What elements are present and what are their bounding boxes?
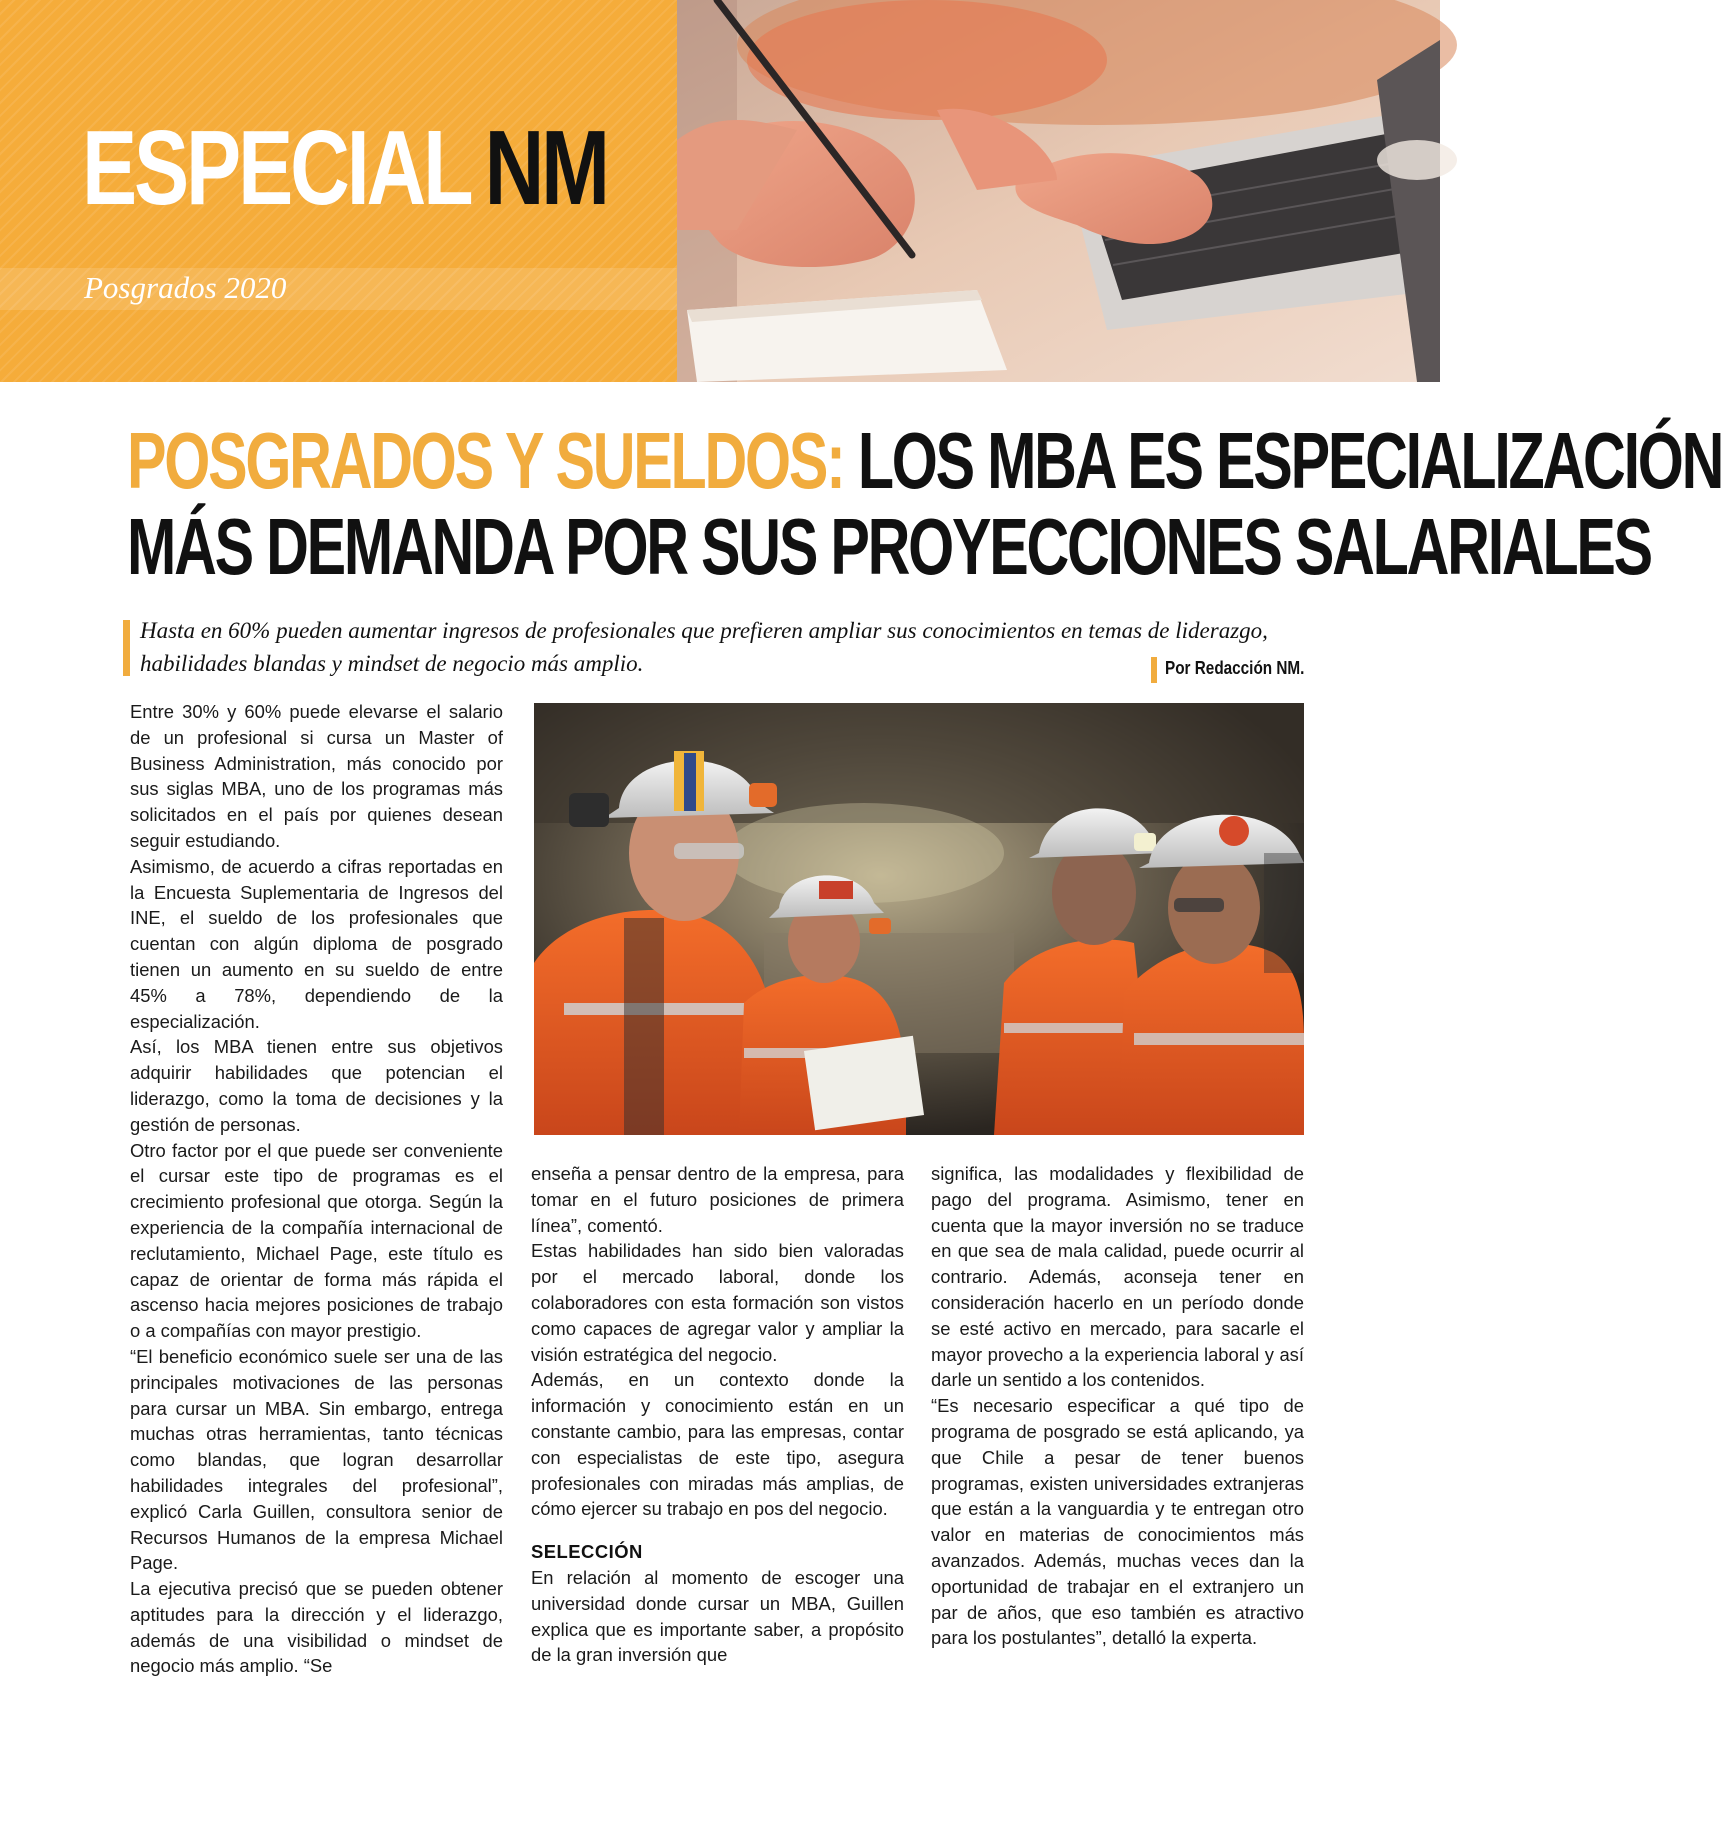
paragraph: Otro factor por el que puede ser conveniente el cursar este tipo de programas es el crecimiento profesional que otorga. Según la experiencia de la compañía internacional de reclutamiento, Michael Page, este título es capaz de orientar de forma más rápida el ascenso hacia mejores posiciones de trabajo o a compañías con mayor prestigio. (130, 1139, 503, 1342)
laptop-writing-photo (677, 0, 1440, 382)
byline-accent-bar (1151, 657, 1157, 683)
headline-line-2: MÁS DEMANDA POR SUS PROYECCIONES SALARIALES (127, 502, 1651, 591)
headline-line-1-rest: LOS MBA ES ESPECIALIZACIÓN (857, 416, 1722, 505)
paragraph: Así, los MBA tienen entre sus objetivos adquirir habilidades que potencian el liderazgo, como la toma de decisiones y la gestión de personas. (130, 1036, 503, 1135)
paragraph: La ejecutiva precisó que se pueden obtener aptitudes para la dirección y el liderazgo, además de una visibilidad o mindset de negocio más amplio. “Se (130, 1578, 503, 1677)
paragraph: enseña a pensar dentro de la empresa, para tomar en el futuro posiciones de primera línea”, comentó. (531, 1163, 904, 1236)
article-column-2 (531, 1161, 904, 1668)
paragraph: En relación al momento de escoger una universidad donde cursar un MBA, Guillen explica que es importante saber, a propósito de la gran inversión que (531, 1566, 904, 1666)
miners-helmets-photo (534, 703, 1304, 1135)
article-headline (127, 418, 1722, 590)
article-column-3 (931, 1161, 1304, 1651)
paragraph: “Es necesario especificar a qué tipo de programa de posgrado se está aplicando, ya que Chile a pesar de tener buenos programas, existen universidades extranjeras que están a la vanguardia y te entregan otro valor en materias de conocimientos más avanzados. Además, muchas veces dan la oportunidad de trabajar en el extranjero un par de años, que eso también es atractivo para los postulantes”, detalló la experta. (931, 1395, 1304, 1649)
section-title (82, 109, 607, 227)
article-column-1 (130, 699, 503, 1679)
paragraph: “El beneficio económico suele ser una de las principales motivaciones de las personas para cursar un MBA. Sin embargo, entrega muchas otras herramientas, tanto técnicas como blandas, que logran desarrollar habilidades integrales del profesional”, explicó Carla Guillen, consultora senior de Recursos Humanos de la empresa Michael Page. (130, 1345, 503, 1574)
section-title-especial: ESPECIAL (82, 109, 471, 227)
headline-accent: POSGRADOS Y SUELDOS: (127, 416, 844, 505)
section-title-nm: NM (484, 109, 607, 227)
article-byline: Por Redacción NM. (1165, 658, 1305, 678)
section-subtitle: Posgrados 2020 (84, 270, 287, 305)
lead-accent-bar (123, 620, 130, 676)
paragraph: Asimismo, de acuerdo a cifras reportadas en la Encuesta Suplementaria de Ingresos del INE, el sueldo de los profesionales que cuentan con algún diploma de posgrado tienen un aumento en su sueldo de entre 45% a 78%, dependiendo de la especialización. (130, 855, 503, 1032)
paragraph: Además, en un contexto donde la información y conocimiento están en un constante cambio, para las empresas, contar con especialistas de este tipo, asegura profesionales con miradas más amplias, de cómo ejercer su trabajo en pos del negocio. (531, 1369, 904, 1520)
headline-line-1 (127, 418, 1722, 504)
section-banner (0, 0, 677, 382)
paragraph: Estas habilidades han sido bien valoradas por el mercado laboral, donde los colaboradores con esta formación son vistos como capaces de agregar valor y ampliar la visión estratégica del negocio. (531, 1240, 904, 1365)
paragraph: Entre 30% y 60% puede elevarse el salario de un profesional si cursa un Master of Business Administration, más conocido por sus siglas MBA, uno de los programas más solicitados en el país por quienes desean seguir estudiando. (130, 701, 503, 851)
article-lead: Hasta en 60% pueden aumentar ingresos de profesionales que prefieren ampliar sus conocimientos en temas de liderazgo, habilidades blandas y mindset de negocio más amplio. (140, 618, 1268, 676)
section-heading-seleccion: SELECCIÓN (531, 1541, 643, 1563)
paragraph: significa, las modalidades y flexibilidad de pago del programa. Asimismo, tener en cuenta que la mayor inversión no se traduce en que sea de mala calidad, puede ocurrir al contrario. Además, aconseja tener en consideración hacerlo en un período donde se esté activo en mercado, para sacarle el mayor provecho a la experiencia laboral y así darle un sentido a los contenidos. (931, 1163, 1304, 1391)
